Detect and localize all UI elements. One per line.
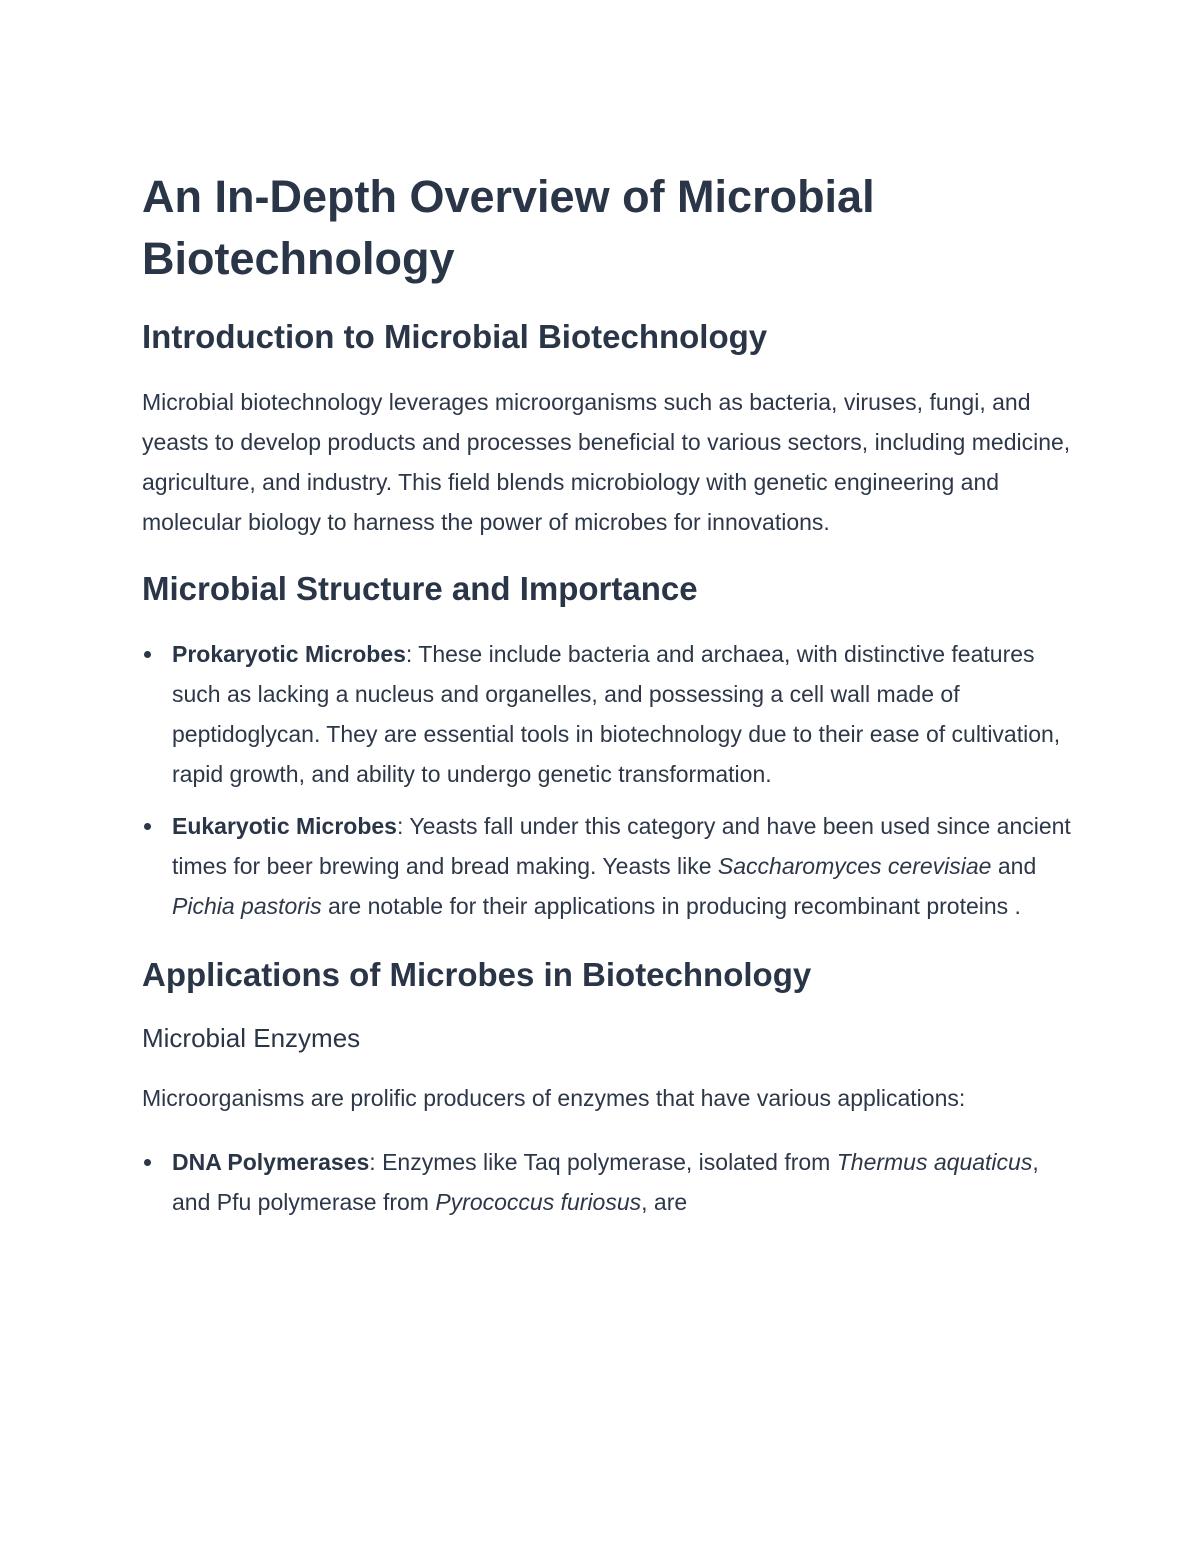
subheading-microbial-enzymes: Microbial Enzymes <box>142 1023 361 1053</box>
list-item-eukaryotic <box>142 806 1072 926</box>
enzymes-list <box>142 1142 1072 1222</box>
enzymes-paragraph: Microorganisms are prolific producers of enzymes that have various applications: <box>142 1085 966 1111</box>
section-heading-structure: Microbial Structure and Importance <box>142 570 698 607</box>
term-eukaryotic: Eukaryotic Microbes <box>172 813 397 839</box>
list-item-dna-polymerases <box>142 1142 1072 1222</box>
document-title: An In-Depth Overview of Microbial Biotechnology <box>142 171 875 284</box>
introduction-paragraph: Microbial biotechnology leverages microorganisms such as bacteria, viruses, fungi, and yeasts to develop products and processes beneficial to various sectors, including medicine, agriculture, and industry. This field blends microbiology with genetic engineering and molecular biology to harness the power of microbes for innovations. <box>142 389 1071 535</box>
bullet-icon <box>144 1159 151 1166</box>
eukaryotic-description-part-3: are notable for their applications in producing recombinant proteins . <box>321 893 1021 919</box>
dna-polymerases-description-part-1: : Enzymes like Taq polymerase, isolated from <box>369 1149 837 1175</box>
species-thermus: Thermus aquaticus <box>836 1149 1033 1175</box>
dna-polymerases-description-part-2: , and Pfu polymerase from <box>172 1149 1039 1215</box>
term-dna-polymerases: DNA Polymerases <box>172 1149 370 1175</box>
species-pyrococcus: Pyrococcus furiosus <box>435 1189 642 1215</box>
document-page <box>142 166 1072 1248</box>
structure-list <box>142 634 1072 926</box>
bullet-icon <box>144 823 151 830</box>
section-heading-applications: Applications of Microbes in Biotechnology <box>142 956 812 993</box>
dna-polymerases-description-part-3: , are <box>641 1189 688 1215</box>
section-heading-introduction: Introduction to Microbial Biotechnology <box>142 318 768 355</box>
prokaryotic-description: : These include bacteria and archaea, with distinctive features such as lacking a nucleus and organelles, and possessing a cell wall made of peptidoglycan. They are essential tools in biotechnology due to their ease of cultivation, rapid growth, and ability to undergo genetic transformation. <box>172 641 1061 787</box>
species-pichia: Pichia pastoris <box>172 893 322 919</box>
term-prokaryotic: Prokaryotic Microbes <box>172 641 406 667</box>
species-saccharomyces: Saccharomyces cerevisiae <box>717 853 992 879</box>
eukaryotic-description-part-2: and <box>991 853 1037 879</box>
eukaryotic-description-part-1: : Yeasts fall under this category and have been used since ancient times for beer brewing and bread making. Yeasts like <box>172 813 1071 879</box>
list-item-prokaryotic <box>142 634 1072 794</box>
bullet-icon <box>144 651 151 658</box>
